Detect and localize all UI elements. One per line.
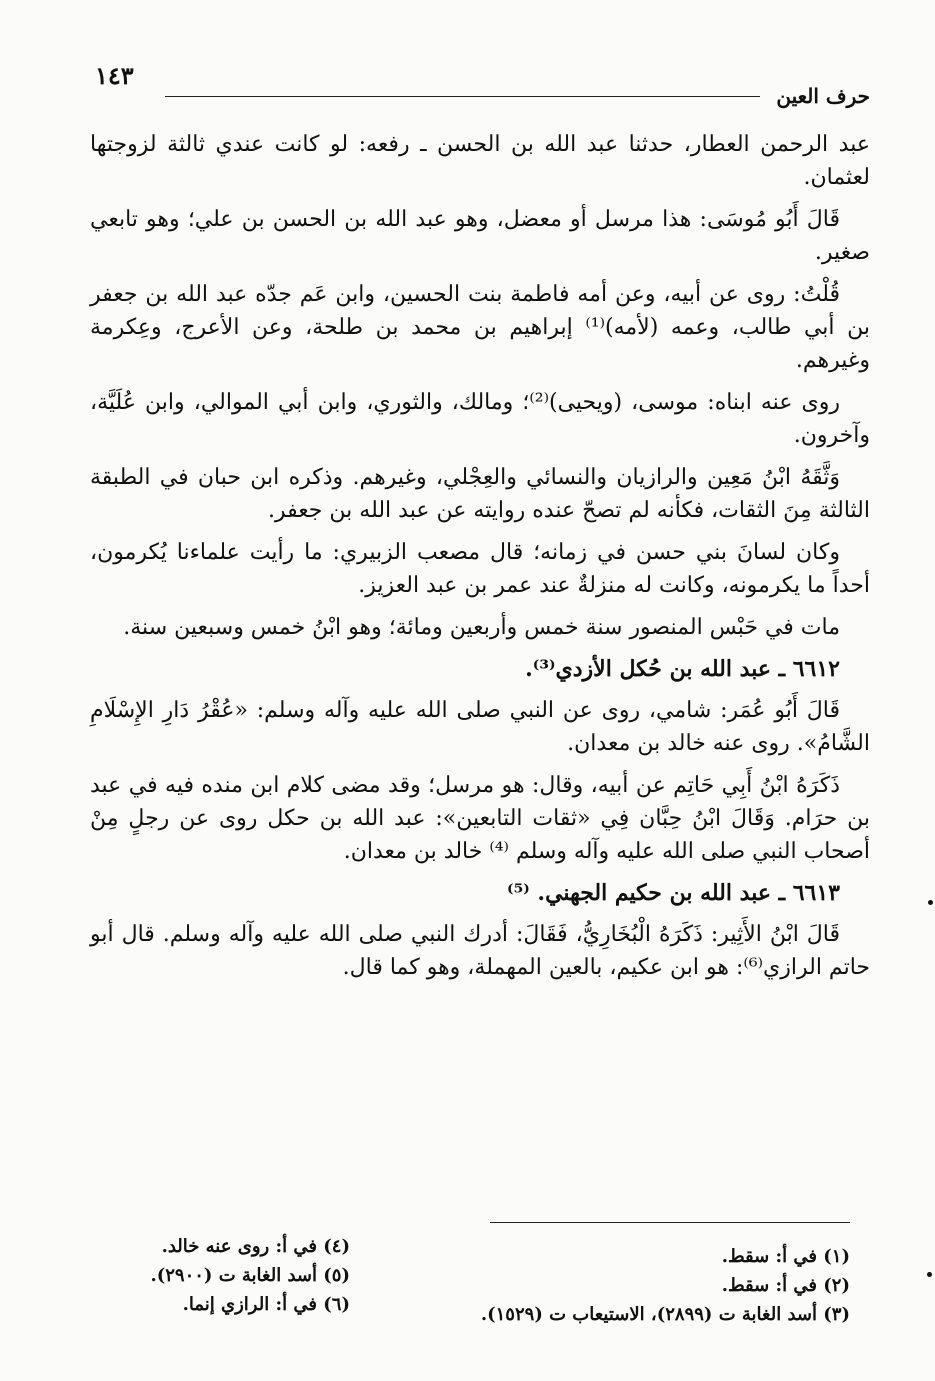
paragraph: قَالَ ابْنُ الأَثِير: ذَكَرَهُ الْبُخَارِيُّ، فَقَالَ: أدرك النبي صلى الله عليه وآله وسلم. قال أبو حاتم الرازي⁽⁶⁾: هو ابن عكيم، بالعين المهملة، وهو كما قال. [90,922,870,980]
paragraph: روى عنه ابناه: موسى، (ويحيى)⁽²⁾؛ ومالك، والثوري، وابن أبي الموالي، وابن عُلَيَّة، وآخرون. [90,390,870,448]
running-head [95,61,870,108]
footnotes-right [430,1242,850,1329]
entry-heading: ٦٦١٢ ـ عبد الله بن حُكل الأزدي⁽³⁾. [525,656,840,682]
paragraph: وكان لسانَ بني حسن في زمانه؛ قال مصعب الزبيري: ما رأيت علماءنا يُكرمون، أحداً ما يكرمونه، وكانت له منزلةٌ عند عمر بن عبد العزيز. [90,540,870,598]
scan-speck [927,1272,932,1277]
paragraph: وَثَّقَهُ ابْنُ مَعِين والرازيان والنسائي والعِجْلي، وغيرهم. وذكره ابن حبان في الطبقة الثالثة مِنَ الثقات، فكأنه لم تصحّ عنده روايته عن عبد الله بن جعفر. [90,465,870,523]
paragraph: ذَكَرَهُ ابْنُ أَبِي حَاتِم عن أبيه، وقال: هو مرسل؛ وقد مضى كلام ابن منده فيه في عبد بن حرَام. وَقَالَ ابْنُ حِبَّان فِي «ثقات التابعين»: عبد الله بن حكل روى عن رجلٍ مِنْ أصحاب النبي صلى الله عليه وآله وسلم ⁽⁴⁾ خالد بن معدان. [90,773,870,864]
page-number: ١٤٣ [95,61,134,90]
paragraph: مات في حَبْس المنصور سنة خمس وأربعين ومائة؛ وهو ابْنُ خمس وسبعين سنة. [123,615,840,640]
paragraph: قَالَ أَبُو مُوسَى: هذا مرسل أو معضل، وهو عبد الله بن الحسن بن علي؛ وهو تابعي صغير. [90,207,870,265]
body-text [90,128,870,993]
footnote: (٢) في أ: سقط. [721,1275,850,1296]
header-rule [165,96,760,97]
footnote-rule [490,1222,850,1223]
footnote: (١) في أ: سقط. [721,1246,850,1267]
paragraph: عبد الرحمن العطار، حدثنا عبد الله بن الحسن ـ رفعه: لو كانت عندي ثالثة لزوجتها لعثمان. [90,132,870,190]
footnote: (٥) أسد الغابة ت (٢٩٠٠). [150,1265,350,1286]
footnotes-left [110,1232,350,1319]
paragraph: قَالَ أَبُو عُمَر: شامي، روى عن النبي صلى الله عليه وآله وسلم: «عُقْرُ دَارِ الإِسْلَامِ الشَّامُ». روى عنه خالد بن معدان. [90,698,870,756]
scan-speck [928,900,933,905]
running-title: حرف العين [776,84,870,108]
footnote: (٤) في أ: روى عنه خالد. [161,1236,350,1257]
footnote: (٦) في أ: الرازي إنما. [182,1294,350,1315]
footnote: (٣) أسد الغابة ت (٢٨٩٩)، الاستيعاب ت (١٥٢٩). [480,1304,850,1325]
paragraph: قُلْتُ: روى عن أبيه، وعن أمه فاطمة بنت الحسين، وابن عَم جدّه عبد الله بن جعفر بن أبي طالب، وعمه (لأمه)⁽¹⁾ إبراهيم بن محمد بن طلحة، وعن الأعرج، وعِكرمة وغيرهم. [90,282,870,373]
entry-heading: ٦٦١٣ ـ عبد الله بن حكيم الجهني. ⁽⁵⁾ [507,880,840,906]
